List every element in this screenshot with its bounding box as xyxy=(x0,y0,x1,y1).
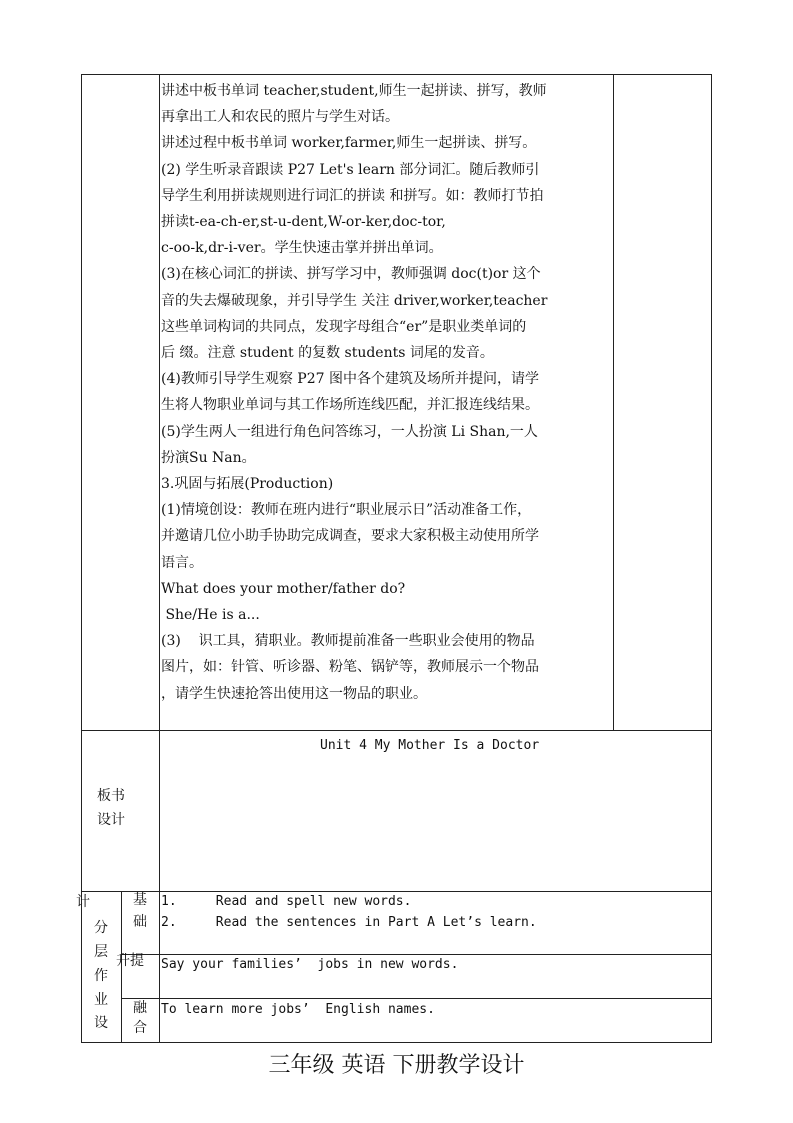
process-line: 语言。 xyxy=(161,554,203,571)
board-design-label-line1: 板书 xyxy=(97,788,125,804)
basic-item-1: 1. Read and spell new words. xyxy=(161,894,412,909)
basic-label-line1: 基 xyxy=(133,892,147,908)
table-divider-process xyxy=(81,730,712,731)
process-line: 再拿出工人和农民的照片与学生对话。 xyxy=(161,109,399,126)
process-line: (3) 识工具，猜职业。教师提前准备一些职业会使用的物品 xyxy=(161,633,535,650)
process-line: 这些单词构词的共同点，发现字母组合“er”是职业类单词的 xyxy=(161,318,527,335)
homework-outer-char-3: 作 xyxy=(94,968,108,984)
process-line: (2) 学生听录音跟读 P27 Let's learn 部分词汇。随后教师引 xyxy=(161,161,540,178)
board-design-label-line2: 设计 xyxy=(97,812,125,828)
process-line: 扮演Su Nan。 xyxy=(161,449,256,466)
merge-label xyxy=(122,998,158,1038)
process-line: c-oo-k,dr-i-ver。学生快速击掌并拼出单词。 xyxy=(161,240,443,257)
process-line: 拼读t-ea-ch-er,st-u-dent,W-or-ker,doc-tor, xyxy=(161,214,446,230)
improve-label: 升提 xyxy=(116,953,144,969)
table-col-divider-main xyxy=(159,74,160,892)
process-line: (5)学生两人一组进行角色问答练习，一人扮演 Li Shan,一人 xyxy=(161,423,538,440)
process-line: She/He is a... xyxy=(161,607,260,623)
table-col-divider-hw-inner xyxy=(159,891,160,1043)
process-line: 导学生利用拼读规则进行词汇的拼读 和拼写。如：教师打节拍 xyxy=(161,187,544,204)
homework-outer-char-0: 计 xyxy=(76,894,90,910)
process-line: 讲述过程中板书单词 worker,farmer,师生一起拼读、拼写。 xyxy=(161,135,537,152)
homework-outer-char-1: 分 xyxy=(94,920,108,936)
process-line: (3)在核心词汇的拼读、拼写学习中，教师强调 doc(t)or 这个 xyxy=(161,266,541,283)
board-design-label xyxy=(82,784,140,832)
process-line: 生将人物职业单词与其工作场所连线匹配，并汇报连线结果。 xyxy=(161,397,539,414)
process-line: ，请学生快速抢答出使用这一物品的职业。 xyxy=(161,685,427,702)
basic-item-2: 2. Read the sentences in Part A Let’s learn. xyxy=(161,915,537,930)
board-design-title: Unit 4 My Mother Is a Doctor xyxy=(320,738,540,753)
table-col-divider-remarks xyxy=(613,74,614,731)
homework-outer-char-2: 层 xyxy=(94,944,108,960)
process-line: 并邀请几位小助手协助完成调查，要求大家积极主动使用所学 xyxy=(161,528,539,545)
process-line: 音的失去爆破现象，并引导学生 关注 driver,worker,teacher xyxy=(161,292,548,309)
footer-title: 三年级 英语 下册教学设计 xyxy=(268,1053,525,1078)
process-line: (1)情境创设：教师在班内进行“职业展示日”活动准备工作， xyxy=(161,502,532,519)
process-line: (4)教师引导学生观察 P27 图中各个建筑及场所并提问，请学 xyxy=(161,371,539,388)
basic-label-line2: 础 xyxy=(133,914,147,930)
process-line: 图片，如：针管、听诊器、粉笔、锅铲等，教师展示一个物品 xyxy=(161,659,539,676)
improve-text: Say your families’ jobs in new words. xyxy=(161,957,459,972)
process-line: 3.巩固与拓展(Production) xyxy=(161,476,334,492)
merge-text: To learn more jobs’ English names. xyxy=(161,1002,435,1017)
process-line: 讲述中板书单词 teacher,student,师生一起拼读、拼写，教师 xyxy=(161,83,547,99)
process-line: What does your mother/father do? xyxy=(161,580,406,597)
merge-label-line2: 合 xyxy=(133,1020,147,1036)
table-border-top xyxy=(81,74,712,75)
basic-label xyxy=(122,889,158,933)
table-border-bottom xyxy=(81,1042,712,1043)
table-border-right xyxy=(711,74,712,1043)
homework-outer-char-4: 业 xyxy=(94,992,108,1008)
homework-outer-char-5: 设 xyxy=(94,1015,108,1031)
process-line: 后 缀。注意 student 的复数 students 词尾的发音。 xyxy=(161,345,494,361)
merge-label-line1: 融 xyxy=(133,1000,147,1016)
